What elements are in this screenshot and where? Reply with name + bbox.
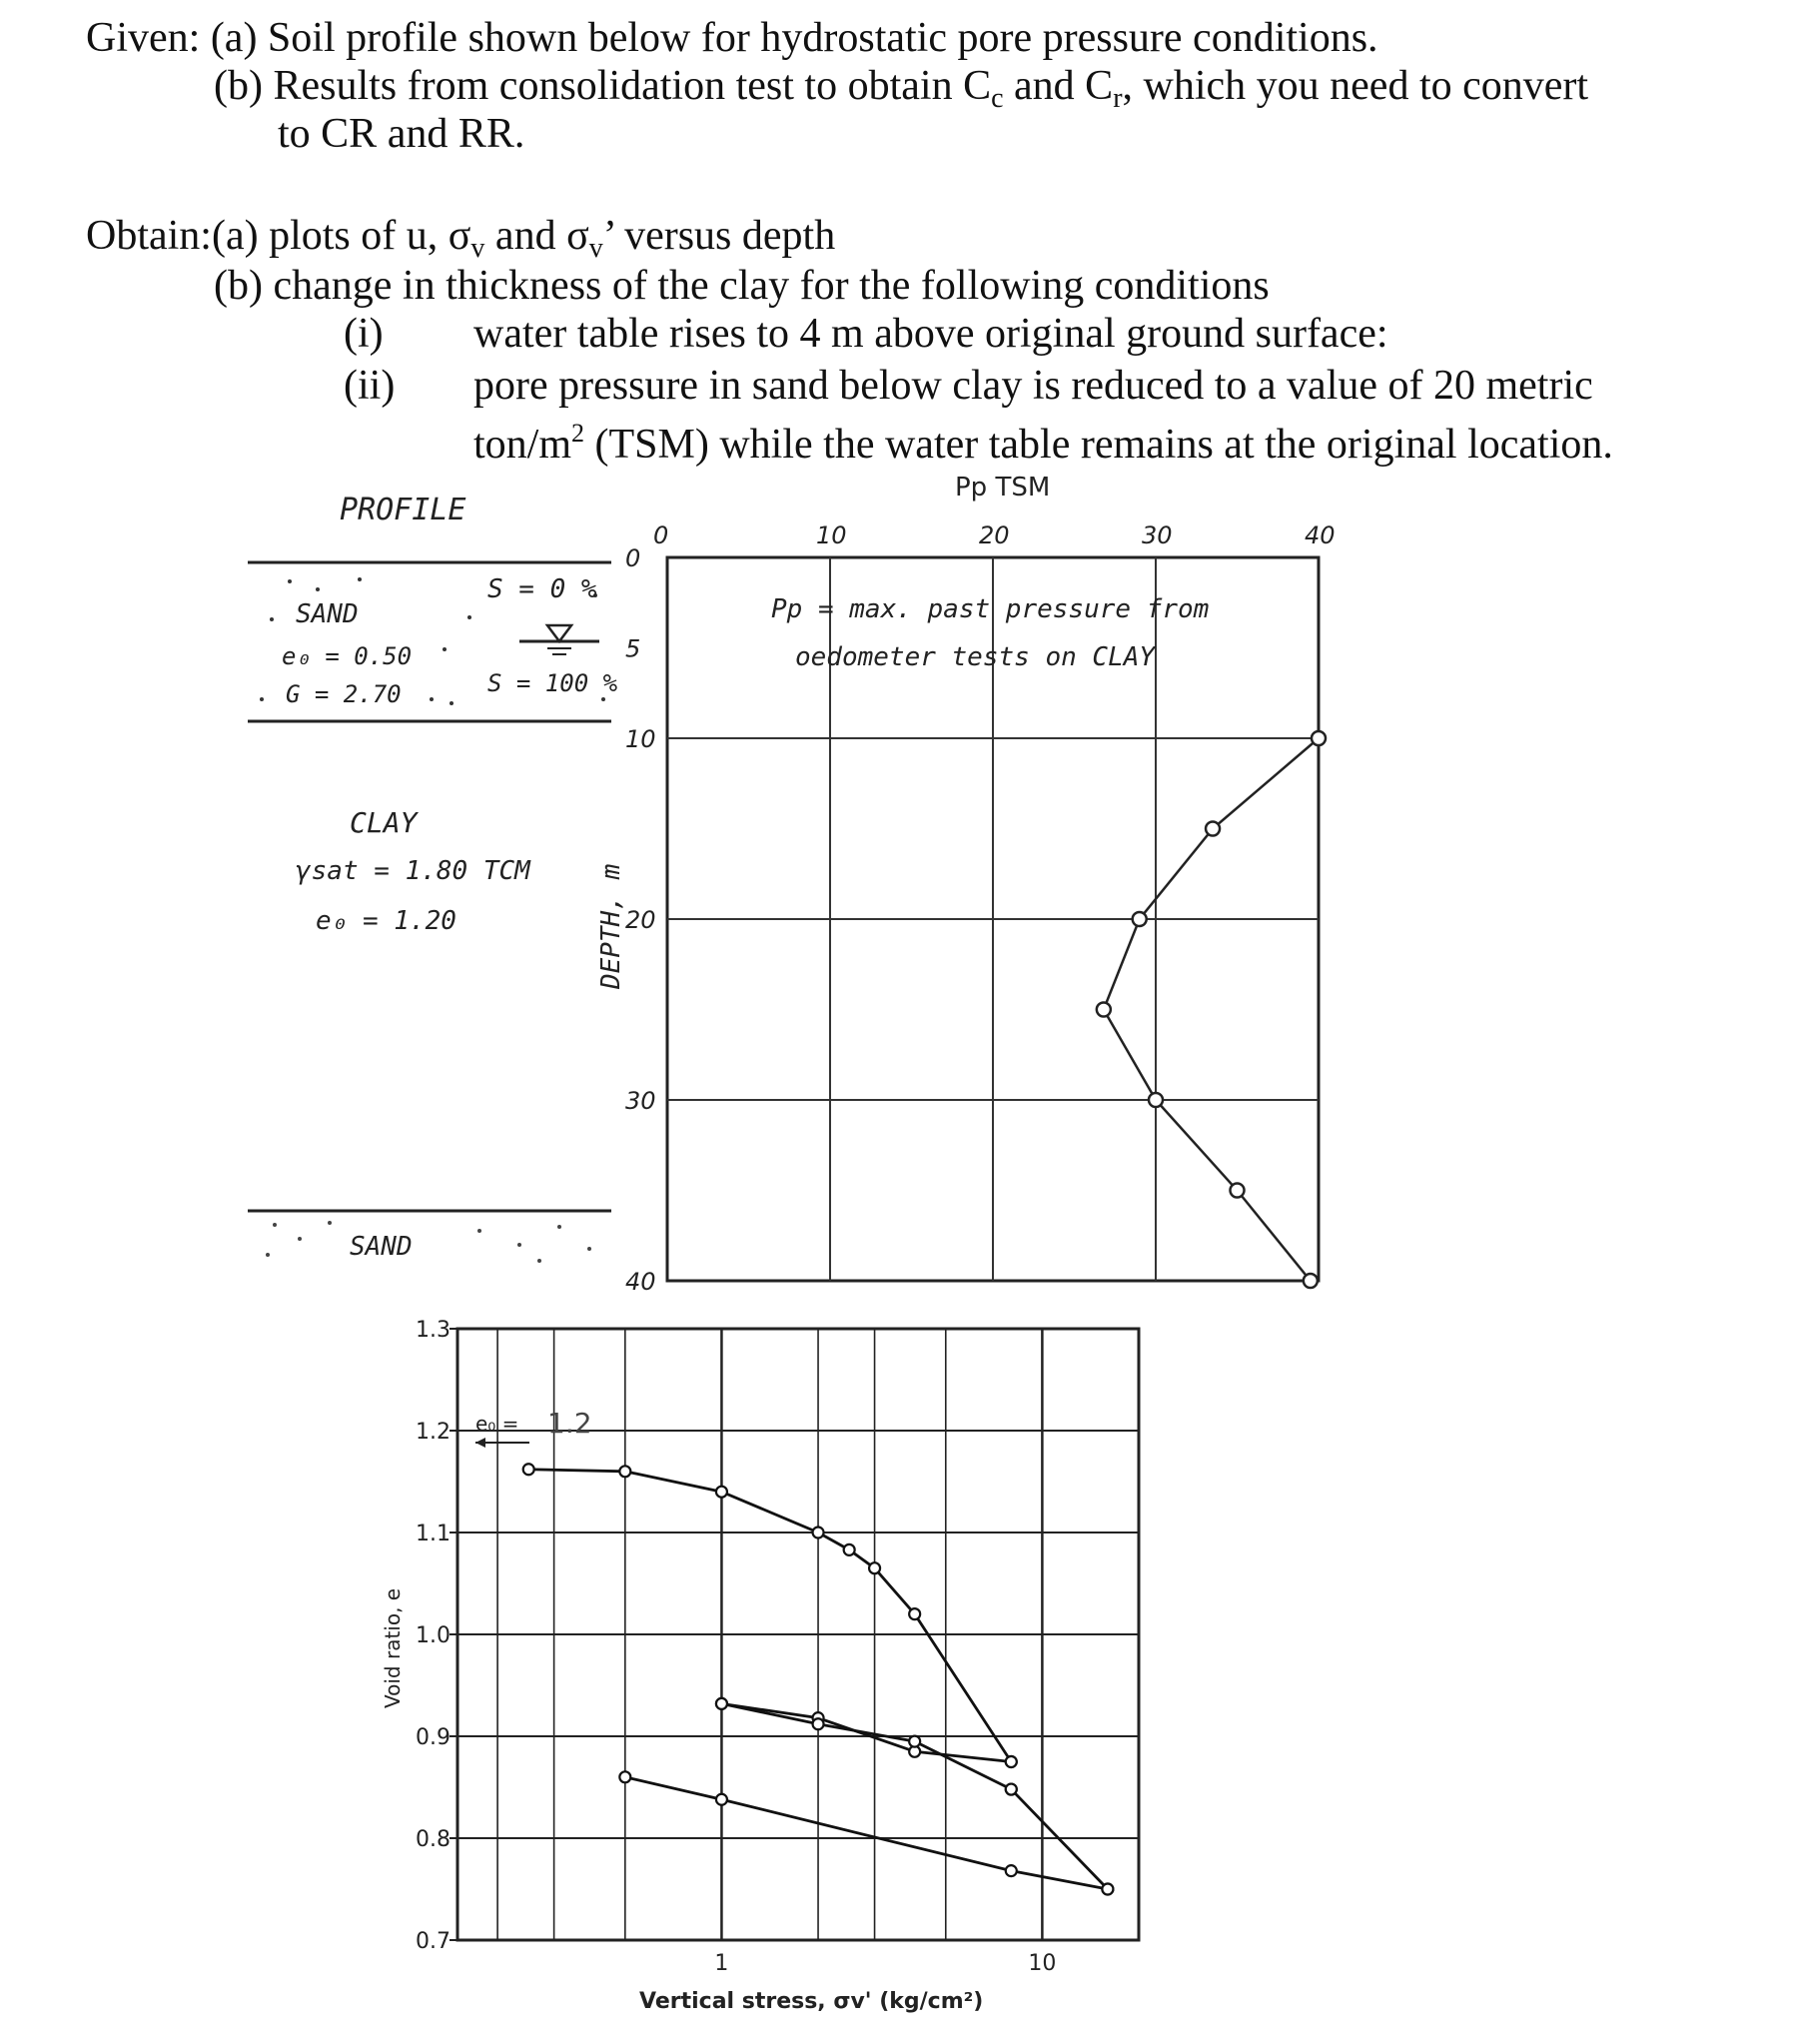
obtain-i-num: (i) [344, 311, 384, 357]
pp-xtick-label: 30 [1142, 521, 1173, 549]
e-data-point [813, 1718, 824, 1729]
obtain-ii-text1: pore pressure in sand below clay is reduced to a value of 20 metric [473, 363, 1593, 409]
pp-ytick-label: 20 [625, 906, 656, 934]
obtain-ii-num: (ii) [344, 363, 396, 409]
given-label: Given: (a) Soil profile shown below for hydrostatic pore pressure conditions. [86, 15, 1378, 61]
e0-value: 1.2 [547, 1407, 592, 1440]
pp-data-point [1097, 1003, 1111, 1017]
e-ytick-label: 0.9 [416, 1725, 451, 1750]
e-ytick-label: 1.3 [416, 1318, 451, 1343]
pp-series [1097, 731, 1326, 1288]
e-data-point [619, 1771, 630, 1782]
obtain-label: Obtain: [86, 213, 212, 259]
e-data-point [844, 1544, 855, 1555]
pp-data-point [1206, 822, 1220, 836]
e-xtick-label: 1 [714, 1951, 729, 1976]
sand-top-name: SAND [296, 599, 359, 629]
e-ytick-label: 0.8 [416, 1827, 451, 1852]
obtain-ii-text2: ton/$m^2$ (TSM) while the water table remains at the original location. [473, 419, 1613, 468]
pp-series-line [1104, 738, 1319, 1281]
pp-ytick-label: 40 [625, 1268, 656, 1296]
e-data-point [716, 1698, 727, 1709]
pp-xtick-label: 40 [1305, 521, 1336, 549]
e-data-point [716, 1487, 727, 1498]
e-data-point [716, 1794, 727, 1805]
given-b-line2: to CR and RR. [278, 111, 525, 157]
sand-texture-bottom [266, 1221, 591, 1263]
given-b: (b) Results from consolidation test to obtain $C_c$ and $C_r$, which you need to convert [214, 63, 1589, 114]
e-ytick-label: 1.0 [416, 1623, 451, 1648]
pp-annotation-1: Pp = max. past pressure from [771, 594, 1210, 624]
pp-data-point [1304, 1274, 1318, 1288]
e-data-point [1006, 1865, 1017, 1876]
sand-top-G: G = 2.70 [286, 680, 402, 708]
pp-xtick-label: 0 [653, 521, 669, 549]
obtain-a: Obtain:(a) plots of u, $\sigma_v$ and $\sigma_v$’ versus depth [86, 213, 836, 264]
given-a: (a) Soil profile shown below for hydrostatic pore pressure conditions. [210, 15, 1378, 61]
pp-xtick-label: 10 [816, 521, 847, 549]
e-series-line [528, 1470, 1011, 1762]
obtain-b: (b) change in thickness of the clay for the following conditions [214, 263, 1270, 309]
water-table-icon [519, 625, 599, 654]
clay-gamma: γsat = 1.80 TCM [296, 856, 530, 886]
pp-data-point [1133, 912, 1147, 926]
pp-data-point [1312, 731, 1326, 745]
pp-ytick-label: 5 [625, 634, 641, 663]
e-data-point [1006, 1784, 1017, 1795]
e-data-point [523, 1464, 534, 1475]
clay-e0: e₀ = 1.20 [316, 906, 456, 936]
e-series-line [625, 1777, 1108, 1889]
sand-s-dry: S = 0 % [487, 574, 597, 604]
sand-top-e0: e₀ = 0.50 [282, 642, 413, 670]
profile-title: PROFILE [340, 493, 466, 527]
e-ytick-label: 1.2 [416, 1420, 451, 1445]
e-data-point [1006, 1756, 1017, 1767]
e-data-point [619, 1466, 630, 1477]
pp-annotation-2: oedometer tests on CLAY [795, 642, 1156, 672]
sand-s-sat: S = 100 % [487, 669, 618, 697]
pp-ytick-label: 10 [625, 725, 656, 753]
obtain-i-text: water table rises to 4 m above original ground surface: [473, 311, 1388, 357]
e-xlabel: Vertical stress, σv' (kg/cm²) [639, 1989, 984, 2014]
e-data-point [813, 1528, 824, 1538]
e-xtick-label: 10 [1028, 1951, 1057, 1976]
e-ytick-label: 0.7 [416, 1929, 451, 1954]
e-ylabel: Void ratio, e [381, 1587, 405, 1708]
pp-ylabel: DEPTH, m [596, 863, 626, 989]
pp-data-point [1149, 1093, 1163, 1107]
pp-ytick-label: 30 [625, 1087, 656, 1115]
e-data-point [909, 1608, 920, 1619]
clay-name: CLAY [350, 806, 418, 839]
pp-data-point [1231, 1184, 1245, 1198]
e-data-point [1102, 1884, 1113, 1895]
pp-xtick-label: 20 [979, 521, 1010, 549]
e-data-point [909, 1736, 920, 1747]
e-ytick-label: 1.1 [416, 1522, 451, 1546]
pp-ytick-label: 0 [625, 544, 641, 572]
e-data-point [869, 1562, 880, 1573]
e-series-line [721, 1703, 1011, 1789]
e0-label: e₀ = [475, 1412, 519, 1436]
pp-chart-title: Pp TSM [955, 473, 1051, 503]
sand-bottom-name: SAND [350, 1232, 413, 1262]
